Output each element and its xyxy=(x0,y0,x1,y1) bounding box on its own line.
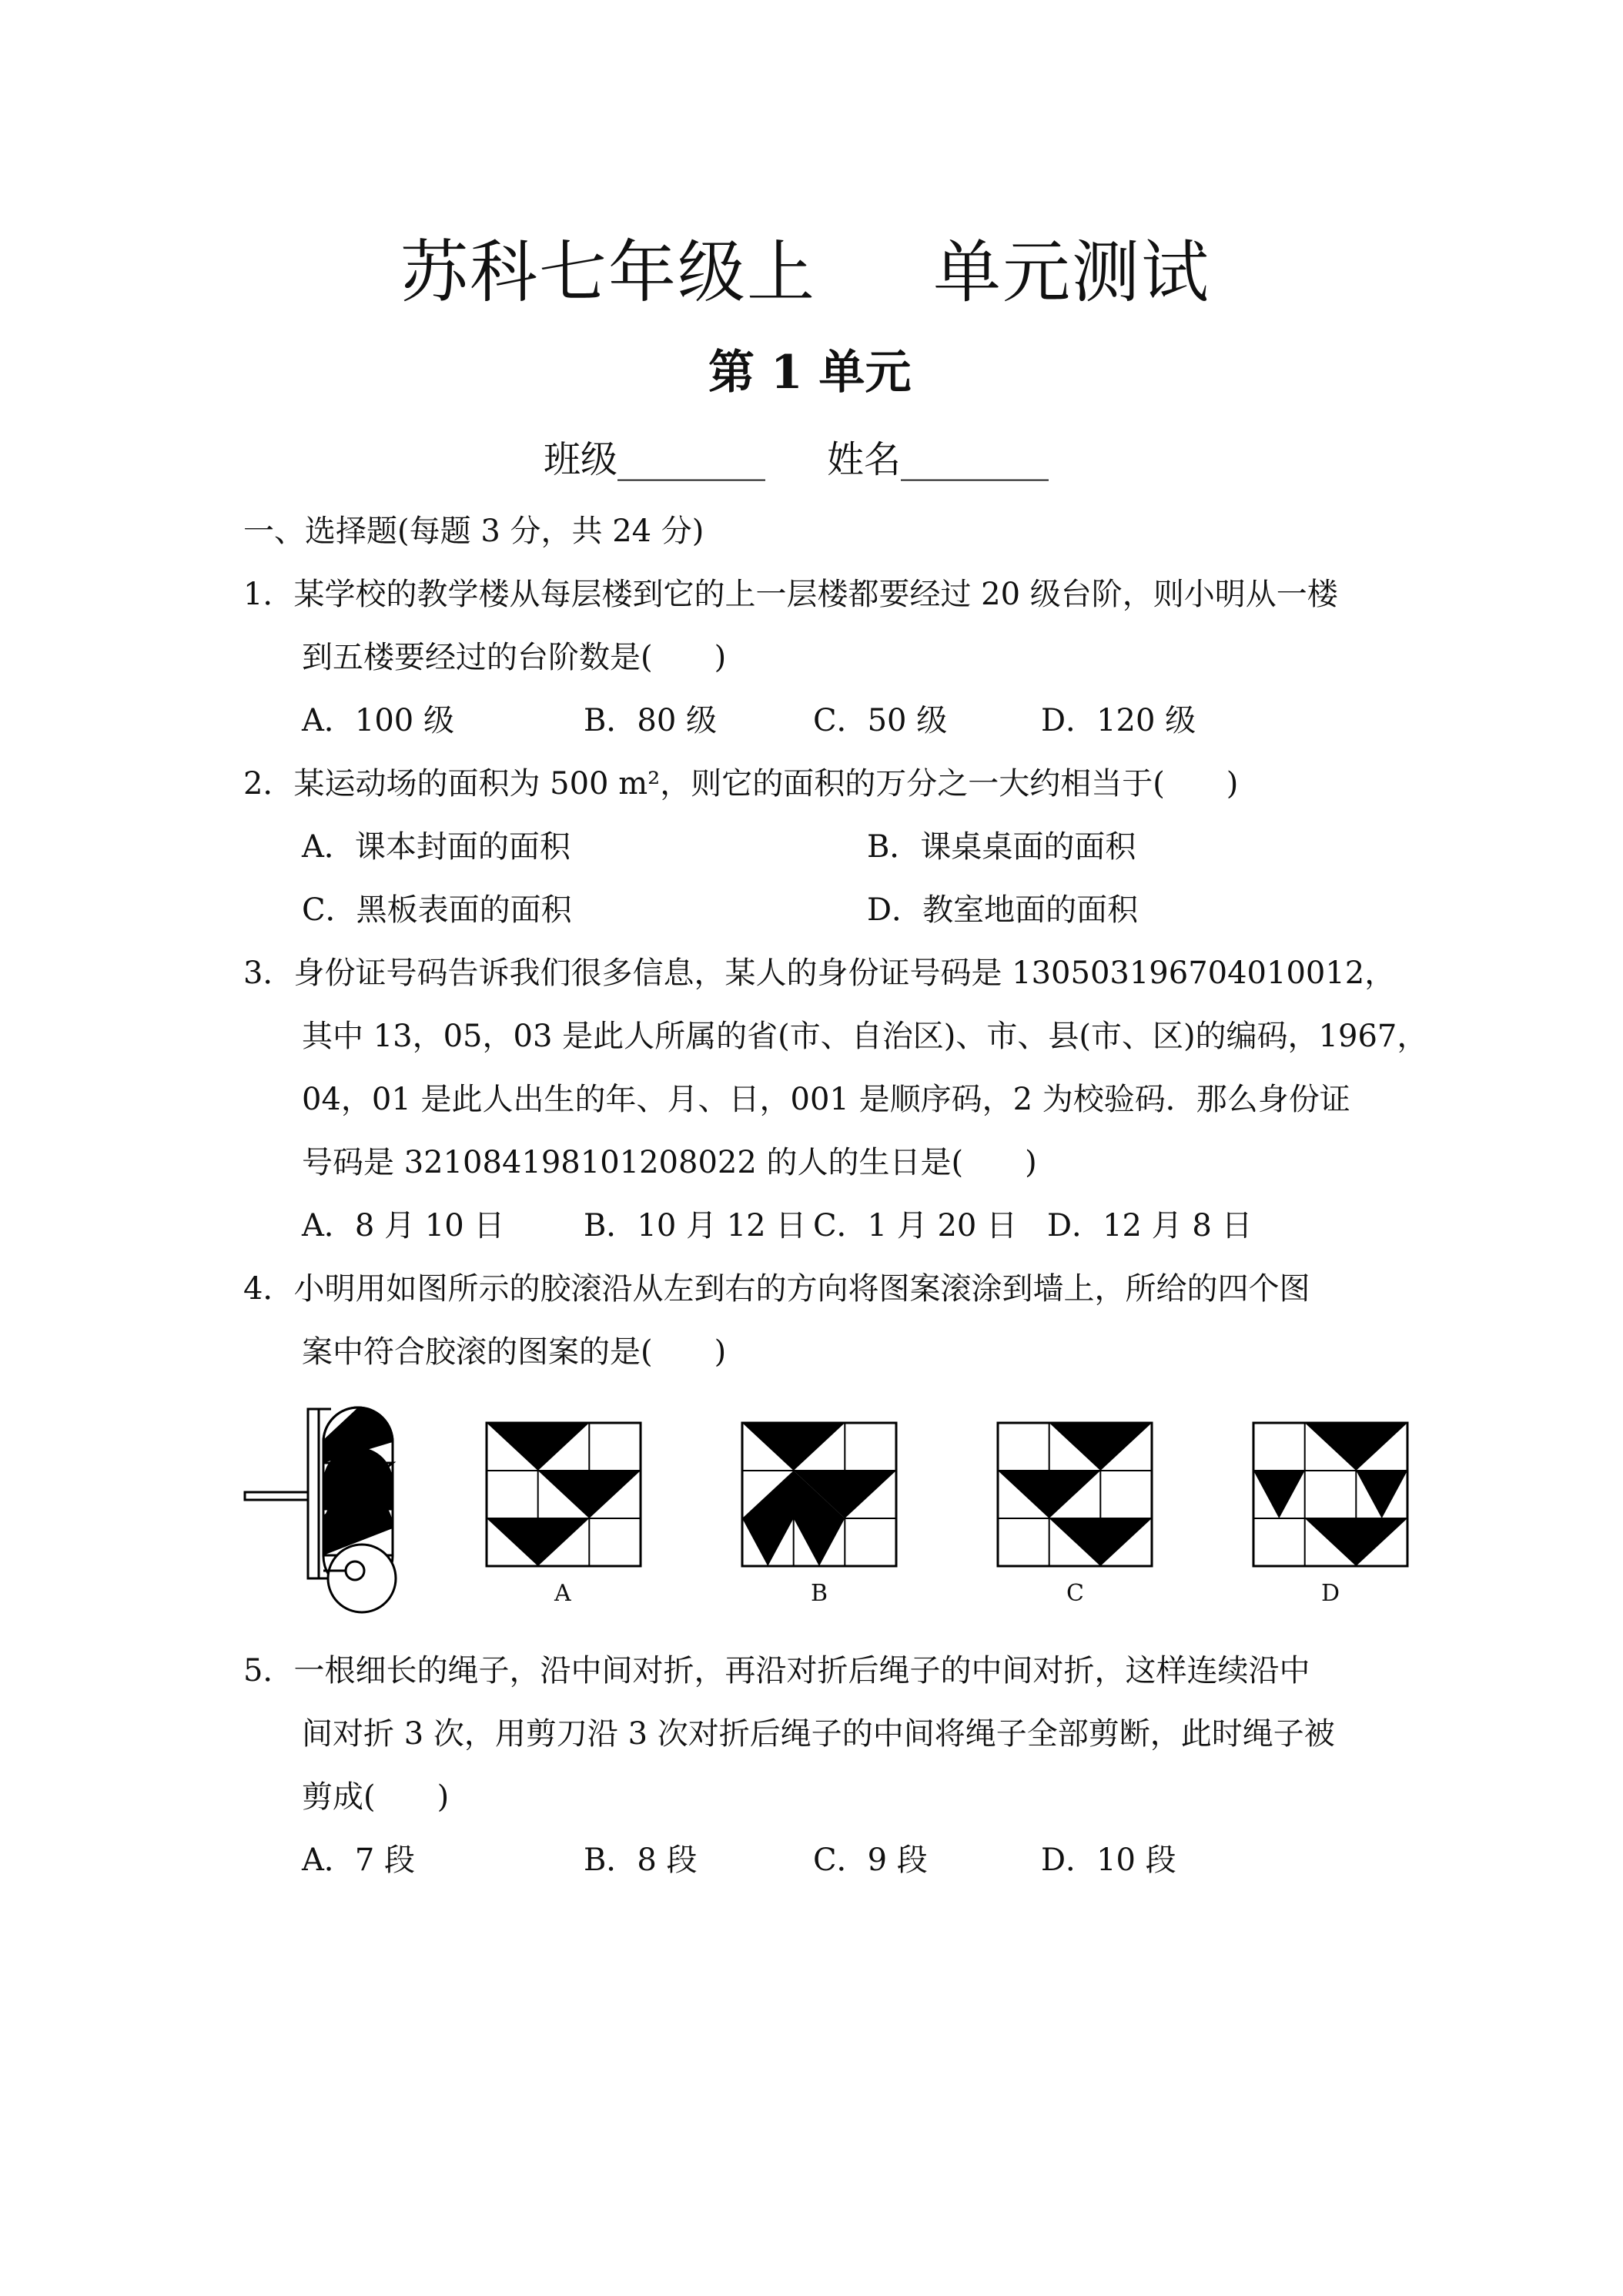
section-heading: 一、选择题(每题 3 分，共 24 分) xyxy=(243,514,704,549)
figure-label-d: D xyxy=(1321,1580,1340,1607)
pattern-option-b xyxy=(742,1423,896,1566)
figure-label-b: B xyxy=(811,1580,828,1607)
figure-label-c: C xyxy=(1066,1580,1084,1607)
question-1-line-1: 1．某学校的教学楼从每层楼到它的上一层楼都要经过 20 级台阶，则小明从一楼 xyxy=(243,577,1338,612)
page-title-right: 单元测试 xyxy=(933,233,1211,312)
question-5-option-b: B．8 段 xyxy=(584,1842,698,1878)
question-5-line-2: 间对折 3 次，用剪刀沿 3 次对折后绳子的中间将绳子全部剪断，此时绳子被 xyxy=(302,1716,1335,1752)
question-3-option-a: A．8 月 10 日 xyxy=(302,1208,505,1243)
question-3-line-2: 其中 13，05，03 是此人所属的省(市、自治区)、市、县(市、区)的编码，1967， xyxy=(302,1019,1428,1054)
question-4-line-2: 案中符合胶滚的图案的是( ) xyxy=(302,1334,727,1370)
question-1-option-b: B．80 级 xyxy=(584,703,718,738)
name-field-label: 姓名________ xyxy=(827,438,1049,481)
question-5-option-c: C．9 段 xyxy=(813,1842,928,1878)
question-5-line-3: 剪成( ) xyxy=(302,1779,450,1815)
question-3-option-d: D．12 月 8 日 xyxy=(1047,1208,1253,1243)
question-2-option-b: B．课桌桌面的面积 xyxy=(867,829,1136,865)
unit-subtitle: 第 1 单元 xyxy=(708,346,912,400)
question-3-option-b: B．10 月 12 日 xyxy=(584,1208,807,1243)
pattern-option-c xyxy=(998,1423,1152,1566)
question-1-option-d: D．120 级 xyxy=(1041,703,1196,738)
figure-label-a: A xyxy=(554,1580,571,1607)
pattern-option-a xyxy=(487,1423,641,1566)
paint-roller-figure xyxy=(245,1407,396,1612)
pattern-option-d xyxy=(1253,1423,1407,1566)
page-title-left: 苏科七年级上 xyxy=(400,233,817,312)
question-2-option-a: A．课本封面的面积 xyxy=(302,829,571,865)
question-3-option-c: C．1 月 20 日 xyxy=(813,1208,1018,1243)
question-5-line-1: 5．一根细长的绳子，沿中间对折，再沿对折后绳子的中间对折，这样连续沿中 xyxy=(243,1653,1310,1689)
question-3-line-4: 号码是 321084198101208022 的人的生日是( ) xyxy=(302,1145,1037,1180)
question-5-option-a: A．7 段 xyxy=(302,1842,416,1878)
question-2-option-c: C．黑板表面的面积 xyxy=(302,892,572,928)
question-2-option-d: D．教室地面的面积 xyxy=(867,892,1139,928)
question-1-line-2: 到五楼要经过的台阶数是( ) xyxy=(302,640,727,675)
question-4-line-1: 4．小明用如图所示的胶滚沿从左到右的方向将图案滚涂到墙上，所给的四个图 xyxy=(243,1271,1310,1307)
question-3-line-1: 3．身份证号码告诉我们很多信息，某人的身份证号码是 130503196704010012， xyxy=(243,956,1396,991)
question-1-option-a: A．100 级 xyxy=(302,703,454,738)
class-field-label: 班级________ xyxy=(544,438,766,481)
question-4-figure xyxy=(239,1394,1424,1617)
question-1-option-c: C．50 级 xyxy=(813,703,948,738)
question-5-option-d: D．10 段 xyxy=(1041,1842,1176,1878)
question-2-line-1: 2．某运动场的面积为 500 m²，则它的面积的万分之一大约相当于( ) xyxy=(243,766,1239,802)
question-3-line-3: 04，01 是此人出生的年、月、日，001 是顺序码，2 为校验码．那么身份证 xyxy=(302,1082,1350,1117)
